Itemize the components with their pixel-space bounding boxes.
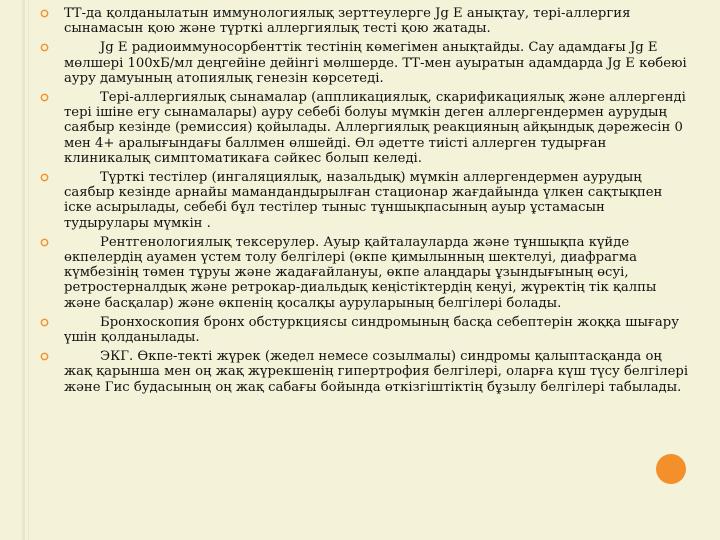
list-item <box>40 349 690 395</box>
list-item <box>40 315 690 345</box>
left-decorative-rule-thin <box>28 0 29 540</box>
list-item <box>40 40 690 86</box>
hollow-circle-icon <box>40 43 49 52</box>
paragraph-text: Рентгенологиялық тексерулер. Ауыр қайталауларда және тұншықпа күйде өкпелердің ауамен үстем толу белгілері (өкпе қимылынның шектелуі, диафрагма күмбезінің төмен тұруы және жадағайлануы, өкпе алаңдары ұзындығының өсуі, ретростерналдық және ретрокар-диальдық кеңістіктердің кеңуі, жүректің тік қалпы және басқалар) және өкпенің қосалқы ауруларының белгілері болады. <box>64 234 657 311</box>
hollow-circle-icon <box>40 9 49 18</box>
hollow-circle-icon <box>40 93 49 102</box>
list-item <box>40 6 690 36</box>
paragraph-text: ЭКГ. Өкпе-текті жүрек (жедел немесе созылмалы) синдромы қалыптасқанда оң жақ қарынша мен оң жақ жүрекшенің гипертрофия белгілері, оларға күш түсу белгілері және Гис будасының оң жақ сабағы бойында өткізгіштіктің бұзылу белгілері табылады. <box>64 349 689 395</box>
paragraph-text: Түрткі тестілер (ингаляциялық, назальдық) мүмкін аллергендермен аурудың саябыр кезінде арнайы мамандандырылған стационар жағдайында үлкен сақтықпен іске асырылады, себебі бұл тестілер тыныс тұншықпасының ауыр ұстамасын тудырулары мүмкін . <box>64 170 663 231</box>
bullet-list <box>40 6 690 399</box>
hollow-circle-icon <box>40 318 49 327</box>
left-decorative-rule <box>22 0 25 540</box>
list-item <box>40 90 690 166</box>
orange-accent-dot <box>656 454 686 484</box>
hollow-circle-icon <box>40 173 49 182</box>
paragraph-text: Бронхоскопия бронх обстуркциясы синдромының басқа себептерін жоққа шығару үшін қолданылады. <box>64 314 679 346</box>
hollow-circle-icon <box>40 238 49 247</box>
list-item <box>40 170 690 231</box>
paragraph-text: Jg E радиоиммуносорбенттік тестінің көмегімен анықтайды. Сау адамдағы Jg E мөлшері 100хБ/мл деңгейіне дейінгі мөлшерде. ТТ-мен ауыратын адамдарда Jg E көбеюі ауру дамуының атопиялық генезін көрсетеді. <box>64 40 687 86</box>
list-item <box>40 235 690 311</box>
paragraph-text: Тері-аллергиялық сынамалар (аппликациялық, скарификациялық және аллергенді тері ішіне егу сынамалары) ауру себебі болуы мүмкін деген аллергендермен аурудың саябыр кезінде (ремиссия) қойылады. Аллергиялық реакцияның айқындық дәрежесін 0 мен 4+ аралығындағы баллмен өлшейді. Өл әдетте тиісті аллерген тудырған клиникалық симптоматикаға сәйкес болып келеді. <box>64 90 686 166</box>
paragraph-text: ТТ-да қолданылатын иммунологиялық зерттеулерге Jg E анықтау, тері-аллергия сынамасын қою және түрткі аллергиялық тесті қою жатады. <box>64 6 631 37</box>
hollow-circle-icon <box>40 352 49 361</box>
